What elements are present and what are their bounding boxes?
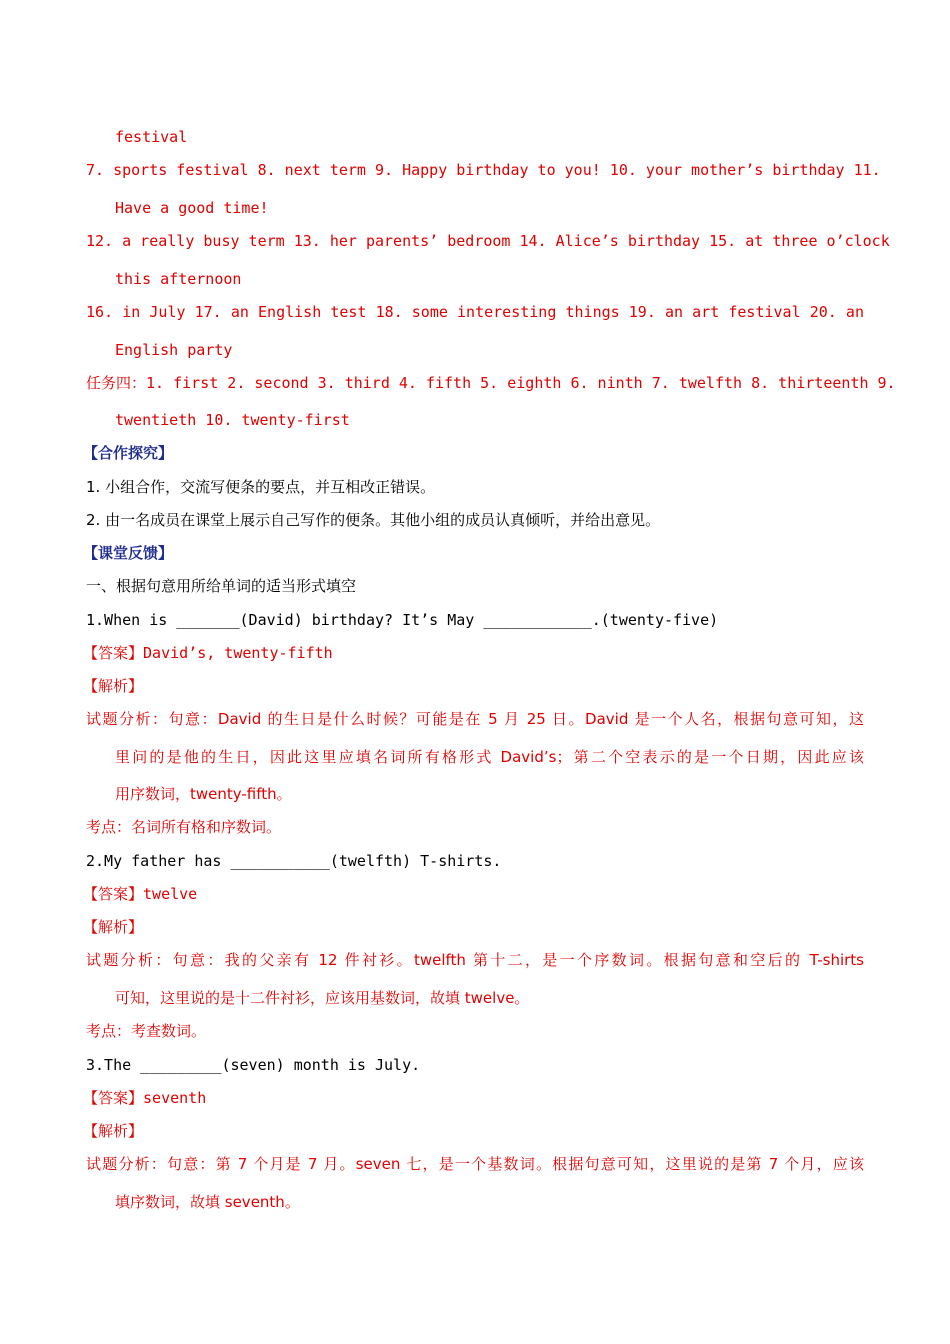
cooperation-item-1: 1. 小组合作，交流写便条的要点，并互相改正错误。 — [86, 478, 436, 496]
answer-line-7: 7. sports festival 8. next term 9. Happy birthday to you! 10. your mother’s birthday 11. — [86, 161, 881, 179]
cooperation-heading: 【合作探究】 — [83, 444, 174, 462]
answer-row-3 — [83, 1087, 864, 1109]
cooperation-item-2: 2. 由一名成员在课堂上展示自己写作的便条。其他小组的成员认真倾听，并给出意见。 — [86, 511, 661, 529]
analysis-1-line-3: 用序数词，twenty-fifth。 — [115, 785, 292, 803]
answer-value: David’s, twenty-fifth — [143, 644, 333, 662]
analysis-3-line-1: 试题分析：句意：第 7 个月是 7 月。seven 七，是一个基数词。根据句意可知，这里说的是第 7 个月，应该 — [86, 1155, 864, 1173]
answer-line-16: 16. in July 17. an English test 18. some interesting things 19. an art festival 20. an — [86, 303, 864, 321]
analysis-1-line-2: 里问的是他的生日，因此这里应填名词所有格形式 David’s；第二个空表示的是一个日期，因此应该 — [115, 748, 864, 766]
answer-line-festival: festival — [115, 128, 188, 146]
answer-line-16b: English party — [115, 341, 233, 359]
question-2: 2.My father has ___________(twelfth) T-shirts. — [86, 852, 502, 870]
analysis-3-line-2: 填序数词，故填 seventh。 — [115, 1193, 300, 1211]
answer-label: 【答案】 — [83, 644, 144, 662]
analysis-label-2: 【解析】 — [83, 918, 144, 936]
answer-line-7b: Have a good time! — [115, 199, 269, 217]
analysis-label-3: 【解析】 — [83, 1122, 144, 1140]
answer-row-1 — [83, 642, 864, 664]
task4-line-b: twentieth 10. twenty-first — [115, 411, 350, 429]
answer-value: twelve — [143, 885, 198, 903]
point-1: 考点：名词所有格和序数词。 — [86, 818, 282, 836]
analysis-2-line-2: 可知，这里说的是十二件衬衫，应该用基数词，故填 twelve。 — [115, 989, 530, 1007]
answer-label: 【答案】 — [83, 1089, 144, 1107]
answer-line-12b: this afternoon — [115, 270, 242, 288]
answer-row-2 — [83, 883, 864, 905]
analysis-1-line-1: 试题分析：句意：David 的生日是什么时候？可能是在 5 月 25 日。David 是一个人名，根据句意可知，这 — [86, 710, 864, 728]
question-3: 3.The _________(seven) month is July. — [86, 1056, 421, 1074]
task4-label: 任务四： — [86, 374, 147, 392]
analysis-label-1: 【解析】 — [83, 677, 144, 695]
answer-value: seventh — [143, 1089, 207, 1107]
task4-line — [86, 372, 896, 394]
feedback-heading: 【课堂反馈】 — [83, 544, 174, 562]
question-1: 1.When is _______(David) birthday? It’s May ____________.(twenty-five) — [86, 611, 719, 629]
answer-line-12: 12. a really busy term 13. her parents’ bedroom 14. Alice’s birthday 15. at three o’clock — [86, 232, 890, 250]
feedback-instruction: 一、根据句意用所给单词的适当形式填空 — [86, 577, 357, 595]
point-2: 考点：考查数词。 — [86, 1022, 207, 1040]
task4-answers: 1. first 2. second 3. third 4. fifth 5. eighth 6. ninth 7. twelfth 8. thirteenth 9. — [146, 374, 896, 392]
analysis-2-line-1: 试题分析：句意：我的父亲有 12 件衬衫。twelfth 第十二，是一个序数词。根据句意和空后的 T-shirts — [86, 951, 864, 969]
answer-label: 【答案】 — [83, 885, 144, 903]
